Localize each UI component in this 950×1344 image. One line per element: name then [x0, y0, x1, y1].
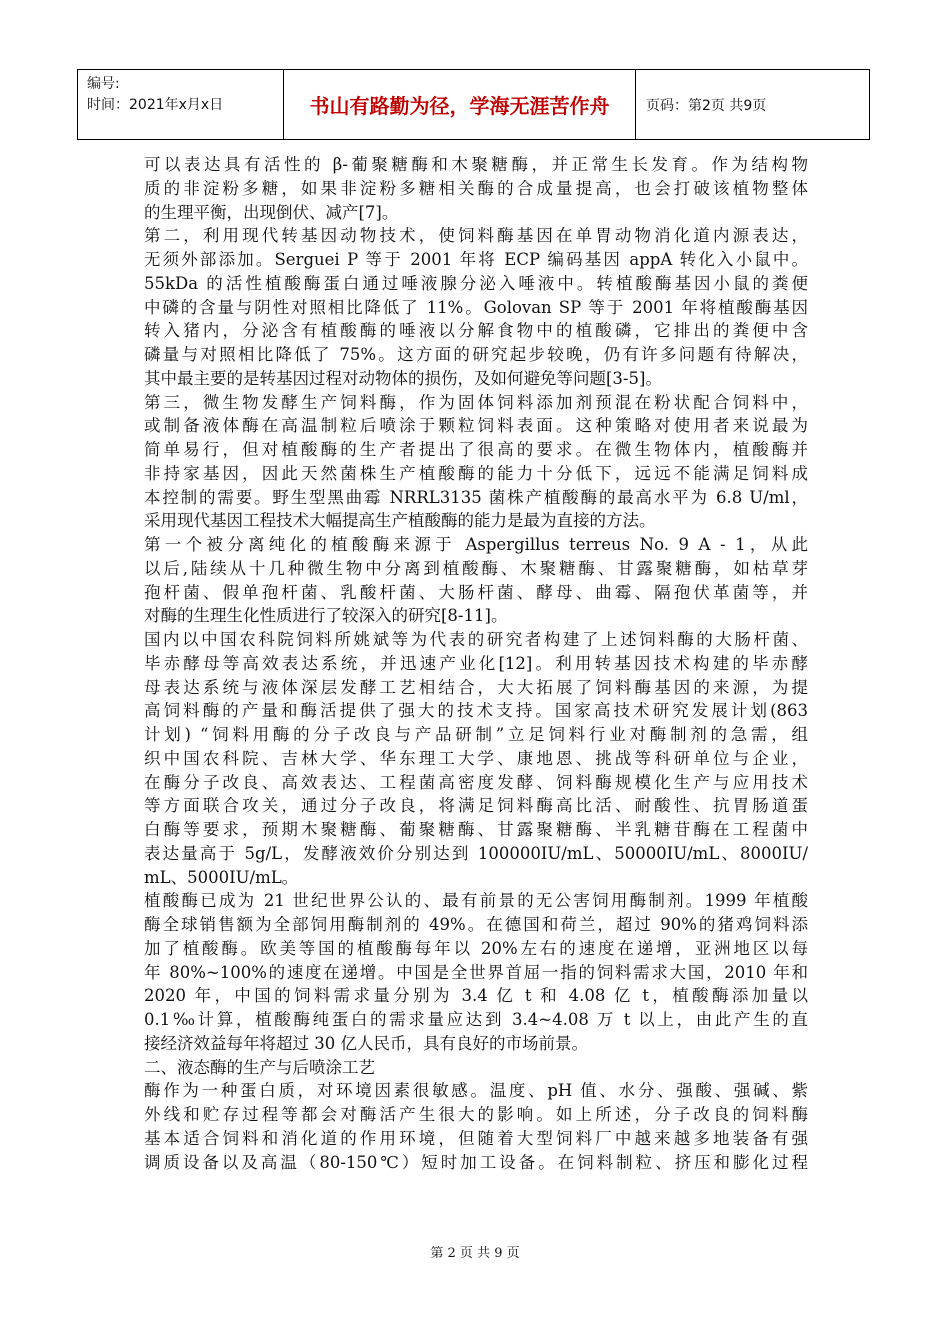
- text-line: 高饲料酶的产量和酶活提供了强大的技术支持。国家高技术研究发展计划(863: [144, 701, 808, 721]
- text-line: 等方面联合攻关，通过分子改良，将满足饲料酶高比活、耐酸性、抗胃肠道蛋: [144, 796, 808, 816]
- header-page-number: 页码：第2页 共9页: [636, 70, 870, 139]
- text-line: 中磷的含量与阴性对照相比降低了 11%。Golovan SP 等于 2001 年将植酸酶基因: [144, 297, 808, 317]
- text-line: 可以表达具有活性的 β-葡聚糖酶和木聚糖酶，并正常生长发育。作为结构物: [144, 155, 808, 174]
- text-line: 计划) “饲料用酶的分子改良与产品研制”立足饲料行业对酶制剂的急需，组: [144, 725, 808, 744]
- text-line: 简单易行，但对植酸酶的生产者提出了很高的要求。在微生物体内，植酸酶并: [144, 440, 808, 459]
- text-line: mL、5000IU/mL。: [144, 867, 299, 887]
- text-line: 55kDa 的活性植酸酶蛋白通过唾液腺分泌入唾液中。转植酸酶基因小鼠的粪便: [144, 273, 808, 293]
- text-line: 织中国农科院、吉林大学、华东理工大学、康地恩、挑战等科研单位与企业，: [144, 748, 808, 768]
- text-line: 采用现代基因工程技术大幅提高生产植酸酶的能力是最为直接的方法。: [144, 511, 656, 531]
- text-line: 以后,陆续从十几种微生物中分离到植酸酶、木聚糖酶、甘露聚糖酶，如枯草芽: [144, 558, 808, 578]
- text-line: 或制备液体酶在高温制粒后喷涂于颗粒饲料表面。这种策略对使用者来说最为: [144, 416, 808, 436]
- text-line: 酶全球销售额为全部饲用酶制剂的 49%。在德国和荷兰，超过 90%的猪鸡饲料添: [144, 915, 808, 934]
- text-line: 非持家基因，因此天然菌株生产植酸酶的能力十分低下，远远不能满足饲料成: [144, 463, 808, 483]
- text-line: 对酶的生理生化性质进行了较深入的研究[8-11]。: [144, 606, 508, 626]
- header-motto: 书山有路勤为径，学海无涯苦作舟: [284, 70, 636, 139]
- text-line: 母表达系统与液体深层发酵工艺相结合，大大拓展了饲料酶基因的来源，为提: [144, 677, 808, 697]
- text-line: 本控制的需要。野生型黑曲霉 NRRL3135 菌株产植酸酶的最高水平为 6.8 U/ml，: [144, 487, 808, 507]
- text-line: 第三，微生物发酵生产饲料酶，作为固体饲料添加剂预混在粉状配合饲料中，: [144, 392, 808, 412]
- text-line: 国内以中国农科院饲料所姚斌等为代表的研究者构建了上述饲料酶的大肠杆菌、: [144, 630, 808, 649]
- text-line: 调质设备以及高温（80-150℃）短时加工设备。在饲料制粒、挤压和膨化过程: [144, 1152, 808, 1172]
- document-body: [144, 153, 808, 1174]
- text-line: 孢杆菌、假单孢杆菌、乳酸杆菌、大肠杆菌、酵母、曲霉、隔孢伏革菌等，并: [144, 582, 808, 602]
- text-line: 的生理平衡，出现倒伏、减产[7]。: [144, 202, 399, 222]
- text-line: 2020 年，中国的饲料需求量分别为 3.4 亿 t 和 4.08 亿 t，植酸酶添加量以: [144, 986, 808, 1006]
- text-line: 表达量高于 5g/L，发酵液效价分别达到 100000IU/mL、50000IU/mL、8000IU/: [144, 843, 808, 863]
- text-line: 其中最主要的是转基因过程对动物体的损伤，及如何避免等问题[3-5]。: [144, 368, 662, 388]
- text-line: 转入猪内，分泌含有植酸酶的唾液以分解食物中的植酸磷，它排出的粪便中含: [144, 321, 808, 341]
- document-time-label: 时间：2021年x月x日: [87, 97, 224, 113]
- text-line: 在酶分子改良、高效表达、工程菌高密度发酵、饲料酶规模化生产与应用技术: [144, 772, 808, 792]
- text-line: 基本适合饲料和消化道的作用环境，但随着大型饲料厂中越来越多地装备有强: [144, 1128, 808, 1148]
- text-line: 外线和贮存过程等都会对酶活产生很大的影响。如上所述，分子改良的饲料酶: [144, 1105, 808, 1124]
- text-line: 加了植酸酶。欧美等国的植酸酶每年以 20%左右的速度在递增，亚洲地区以每: [144, 938, 808, 958]
- text-line: 磷量与对照相比降低了 75%。这方面的研究起步较晚，仍有许多问题有待解决，: [144, 345, 808, 364]
- text-line: 白酶等要求，预期木聚糖酶、葡聚糖酶、甘露聚糖酶、半乳糖苷酶在工程菌中: [144, 820, 808, 839]
- text-line: 酶作为一种蛋白质，对环境因素很敏感。温度、pH 值、水分、强酸、强碱、紫: [144, 1081, 808, 1101]
- text-line: 二、液态酶的生产与后喷涂工艺: [144, 1057, 375, 1077]
- text-line: 第二，利用现代转基因动物技术，使饲料酶基因在单胃动物消化道内源表达，: [144, 226, 808, 246]
- text-line: 植酸酶已成为 21 世纪世界公认的、最有前景的无公害饲用酶制剂。1999 年植酸: [144, 891, 808, 911]
- page-header: [77, 69, 870, 140]
- text-line: 毕赤酵母等高效表达系统，并迅速产业化[12]。利用转基因技术构建的毕赤酵: [144, 653, 808, 673]
- text-line: 质的非淀粉多糖，如果非淀粉多糖相关酶的合成量提高，也会打破该植物整体: [144, 178, 808, 198]
- header-meta: [77, 70, 284, 139]
- text-line: 第一个被分离纯化的植酸酶来源于 Aspergillus terreus No. 9 A - 1，从此: [144, 535, 808, 554]
- page-footer: 第 2 页 共 9 页: [430, 1246, 520, 1261]
- text-line: 0.1‰计算，植酸酶纯蛋白的需求量应达到 3.4~4.08 万 t 以上，由此产生的直: [144, 1010, 808, 1029]
- document-number-label: 编号:: [87, 76, 120, 92]
- text-line: 年 80%~100%的速度在递增。中国是全世界首屈一指的饲料需求大国，2010 年和: [144, 962, 808, 982]
- text-line: 无须外部添加。Serguei P 等于 2001 年将 ECP 编码基因 appA 转化入小鼠中。: [144, 250, 808, 269]
- text-line: 接经济效益每年将超过 30 亿人民币，具有良好的市场前景。: [144, 1033, 588, 1053]
